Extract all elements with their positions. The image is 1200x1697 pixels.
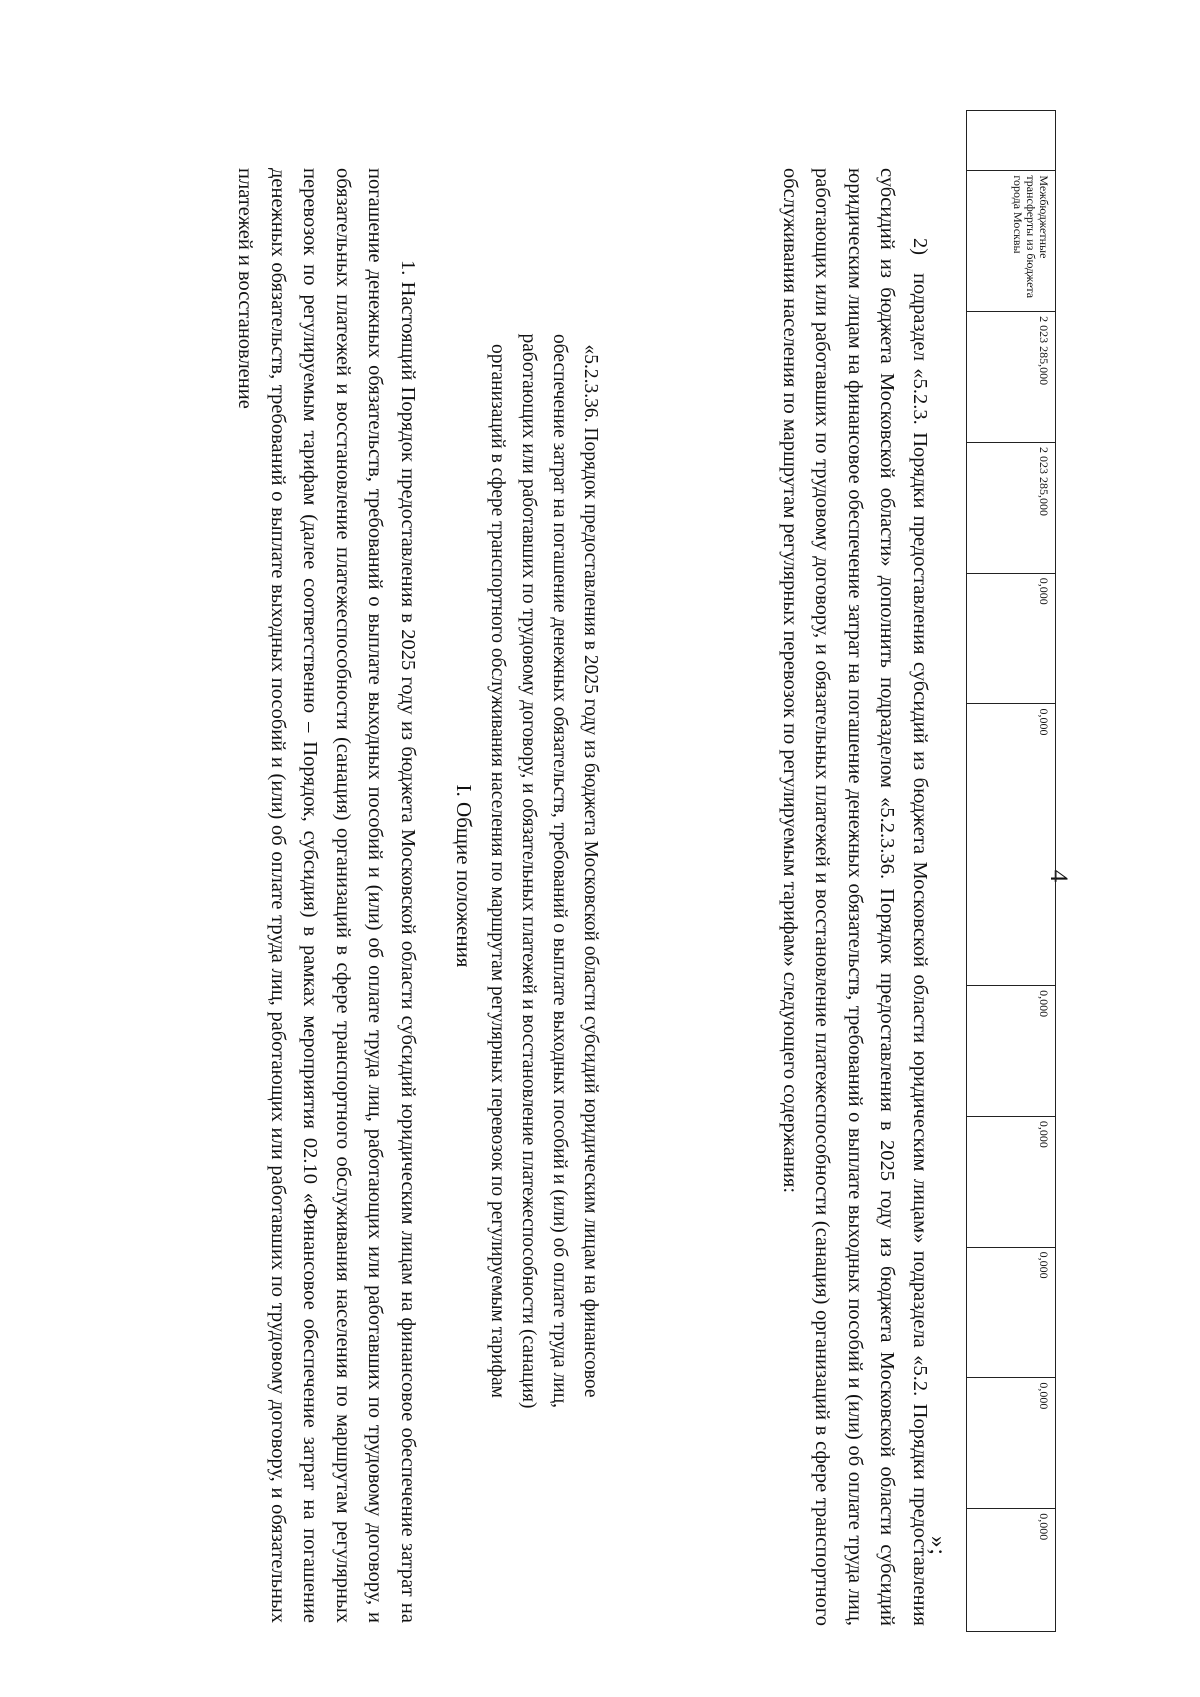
amendment-paragraph-2 bbox=[773, 168, 936, 1626]
rotated-document-page bbox=[96, 96, 1096, 1656]
budget-table-fragment bbox=[966, 110, 1056, 1632]
table-cell: 0,000 bbox=[967, 1116, 1056, 1247]
table-cell: 0,000 bbox=[967, 573, 1056, 704]
new-subsection-title: «5.2.3.36. Порядок предоставления в 2025 году из бюджета Московской области субсидий юридическим лицам на финансовое обеспечение затрат на погашение денежных обязательств, требований о выплате выходных пособий и (или) об оплате труда лиц, работающих или работавших по трудовому договору, и обязательных платежей и восстановление платежеспособности (санация) организаций в сфере транспортного обслуживания населения по маршрутам регулярных перевозок по регулируемым тарифам bbox=[487, 333, 601, 1409]
general-provisions-paragraph-1: 1. Настоящий Порядок предоставления в 2025 году из бюджета Московской области субсидий юридическим лицам на финансовое обеспечение затрат на погашение денежных обязательств, требований о выплате выходных пособий и (или) об оплате труда лиц, работающих или работавших по трудовому договору, и обязательных платежей и восстановление платежеспособности (санация) организаций в сфере транспортного обслуживания населения по маршрутам регулярных перевозок по регулируемым тарифам (далее соответственно – Порядок, субсидия) в рамках мероприятия 02.10 «Финансовое обеспечение затрат на погашение денежных обязательств, требований о выплате выходных пособий и (или) об оплате труда лиц, работающих или работавших по трудовому договору, и обязательных платежей и восстановление bbox=[234, 168, 419, 1623]
paragraph-label: 2) bbox=[909, 238, 931, 256]
table-row bbox=[967, 111, 1056, 1632]
table-cell: 0,000 bbox=[967, 1378, 1056, 1509]
table-cell: 2 023 285,000 bbox=[967, 312, 1056, 443]
table-cell: 0,000 bbox=[967, 1509, 1056, 1632]
closing-quote: »; bbox=[926, 1536, 951, 1556]
table-cell: 2 023 285,000 bbox=[967, 442, 1056, 573]
table-cell: 0,000 bbox=[967, 704, 1056, 986]
table-cell: 0,000 bbox=[967, 1247, 1056, 1378]
section-heading: I. Общие положения bbox=[452, 784, 476, 968]
page-number: 4 bbox=[1045, 869, 1072, 883]
paragraph-text: подраздел «5.2.3. Порядки предоставления субсидий из бюджета Московской области юридическим лицам» подраздела «5.2. Порядки предоставления субсидий из бюджета Московской области» дополнить подразделом «5.2.3.36. Порядок предоставления в 2025 году из бюджета Московской области субсидий юридическим лицам на финансовое обеспечение затрат на погашение денежных обязательств, требований о выплате выходных пособий и (или) об оплате труда лиц, работающих или работавших по трудовому договору, и обязательных платежей и восстановление платежеспособности (санация) организаций в сфере транспортного обслуживания населения по маршрутам регулярных перевозок по регулируемым тарифам» следующего содержания: bbox=[778, 168, 931, 1626]
table-cell-empty bbox=[967, 111, 1056, 171]
table-cell: 0,000 bbox=[967, 986, 1056, 1117]
table-row-label: Межбюджетные трансферты из бюджета города Москвы bbox=[967, 171, 1056, 312]
